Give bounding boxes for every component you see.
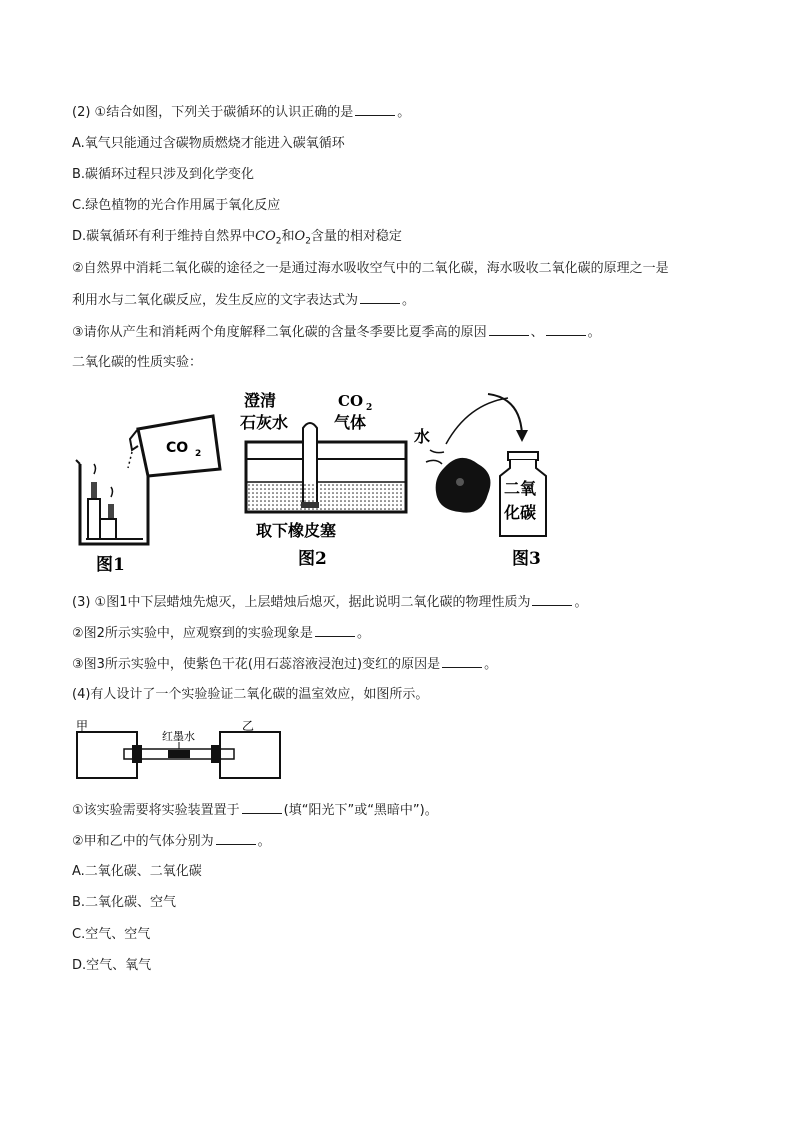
q4-option-a: A.二氧化碳、二氧化碳	[72, 864, 202, 879]
q4-option-d: D.空气、氧气	[72, 958, 152, 973]
q2-option-d-tail: 含量的相对稳定	[310, 229, 402, 244]
q2-stem-end: 。	[397, 105, 411, 120]
formula-co: CO	[255, 229, 276, 244]
figure1-drawing	[76, 416, 220, 544]
q3-sub2-text: ②图2所示实验中，应观察到的实验现象是	[72, 626, 313, 641]
fig2-remove-label: 取下橡皮塞	[256, 521, 337, 540]
answer-blank[interactable]	[216, 832, 256, 845]
answer-blank[interactable]	[355, 103, 395, 116]
answer-blank[interactable]	[360, 291, 400, 304]
formula-sub: 2	[305, 236, 311, 247]
fig2-co2-label: CO	[338, 392, 364, 410]
fig3-bottle-label-1: 二氧	[504, 479, 537, 498]
fig2-gas-label: 气体	[334, 413, 367, 432]
q4-sub2-text: ②甲和乙中的气体分别为	[72, 834, 214, 849]
fig2-label: 图2	[298, 549, 327, 569]
answer-blank[interactable]	[546, 323, 586, 336]
q4-sub2	[72, 832, 271, 851]
apparatus-yi-label: 乙	[242, 719, 255, 733]
q2-sub2-text: 利用水与二氧化碳反应，发生反应的文字表达式为	[72, 293, 359, 308]
fig1-co2-label: CO	[166, 440, 189, 456]
q3-sub1	[72, 593, 588, 612]
fig1-co2-sub: 2	[195, 449, 202, 459]
fig3-label: 图3	[512, 549, 541, 569]
formula-o: O	[294, 229, 306, 244]
fig2-co2-sub: 2	[366, 403, 373, 413]
answer-blank[interactable]	[315, 624, 355, 637]
q2-stem	[72, 103, 410, 122]
fig2-limewater-label-2: 石灰水	[240, 413, 289, 432]
fig3-water-label: 水	[414, 427, 431, 446]
q4-option-c: C.空气、空气	[72, 927, 151, 942]
q4-option-b: B.二氧化碳、空气	[72, 895, 177, 910]
q4-sub1-hint: (填“阳光下”或“黑暗中”)。	[283, 803, 438, 818]
apparatus-jia-label: 甲	[76, 719, 89, 733]
q4-sub1	[72, 801, 438, 820]
q3-sub3-text: ③图3所示实验中，使紫色干花(用石蕊溶液浸泡过)变红的原因是	[72, 657, 441, 672]
q2-option-d	[72, 228, 402, 251]
experiment-figures	[68, 384, 568, 576]
answer-blank[interactable]	[489, 323, 529, 336]
figures-svg	[68, 384, 568, 576]
answer-blank[interactable]	[242, 801, 282, 814]
fig2-limewater-label-1: 澄清	[244, 391, 277, 410]
q4-sub1-text: ①该实验需要将实验装置置于	[72, 803, 240, 818]
formula-sub: 2	[275, 236, 282, 247]
q2-sub2-line1: ②自然界中消耗二氧化碳的途径之一是通过海水吸收空气中的二氧化碳，海水吸收二氧化碳的原理之一是	[72, 261, 669, 276]
q2-option-a: A.氧气只能通过含碳物质燃烧才能进入碳氧循环	[72, 136, 345, 151]
period: 。	[587, 325, 601, 340]
answer-blank[interactable]	[532, 593, 572, 606]
q2-sub3	[72, 323, 601, 342]
q4-stem: (4)有人设计了一个实验验证二氧化碳的温室效应，如图所示。	[72, 687, 429, 702]
apparatus-ink-label: 红墨水	[162, 730, 195, 743]
period: 。	[574, 595, 588, 610]
period: 。	[356, 626, 370, 641]
apparatus-svg	[72, 718, 282, 784]
period: 。	[402, 293, 416, 308]
and-text: 和	[281, 229, 295, 244]
q2-option-b: B.碳循环过程只涉及到化学变化	[72, 167, 255, 182]
q2-sub2-line2	[72, 291, 415, 310]
q3-sub2	[72, 624, 370, 643]
figure2-drawing	[246, 423, 406, 512]
q2-option-c: C.绿色植物的光合作用属于氧化反应	[72, 198, 281, 213]
q2-stem-text: (2) ①结合如图，下列关于碳循环的认识正确的是	[72, 105, 354, 120]
separator: 、	[530, 325, 544, 340]
period: 。	[257, 834, 271, 849]
q3-sub1-text: (3) ①图1中下层蜡烛先熄灭，上层蜡烛后熄灭，据此说明二氧化碳的物理性质为	[72, 595, 531, 610]
q2-sub3-text: ③请你从产生和消耗两个角度解释二氧化碳的含量冬季要比夏季高的原因	[72, 325, 487, 340]
fig3-bottle-label-2: 化碳	[504, 503, 537, 522]
q2-option-d-text: D.碳氧循环有利于维持自然界中	[72, 229, 256, 244]
answer-blank[interactable]	[442, 655, 482, 668]
greenhouse-apparatus-figure	[72, 718, 282, 784]
section-title: 二氧化碳的性质实验：	[72, 355, 203, 370]
fig1-label: 图1	[96, 555, 125, 575]
period: 。	[484, 657, 498, 672]
q3-sub3	[72, 655, 497, 674]
